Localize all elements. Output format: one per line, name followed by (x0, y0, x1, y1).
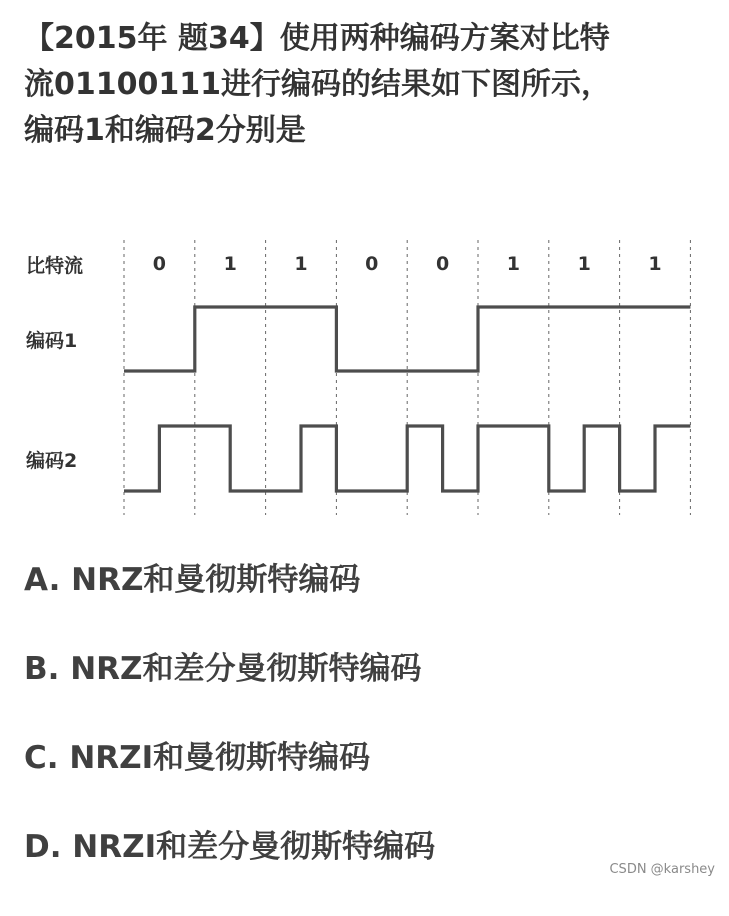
option-a[interactable]: A. NRZ和曼彻斯特编码 (24, 562, 361, 598)
question-line-3: 编码1和编码2分别是 (24, 113, 306, 148)
bit-label: 1 (294, 253, 308, 275)
option-c[interactable]: C. NRZI和曼彻斯特编码 (24, 740, 371, 776)
bit-label: 1 (506, 253, 521, 275)
bit-label: 0 (365, 253, 379, 275)
bit-label: 0 (152, 253, 167, 275)
option-d[interactable]: D. NRZI和差分曼彻斯特编码 (24, 829, 436, 865)
encoding2-label: 编码2 (26, 450, 78, 472)
encoding1-label: 编码1 (26, 330, 78, 352)
watermark: CSDN @karshey (609, 862, 715, 877)
encoding-diagram (0, 225, 729, 525)
encoding2-waveform (124, 426, 690, 491)
option-b[interactable]: B. NRZ和差分曼彻斯特编码 (24, 651, 422, 687)
bit-label: 1 (648, 253, 662, 275)
question-line-1: 【2015年 题34】使用两种编码方案对比特 (24, 21, 610, 56)
bit-label: 1 (223, 253, 237, 275)
bitstream-label: 比特流 (26, 255, 84, 277)
bit-label: 1 (577, 253, 591, 275)
question-line-2: 流01100111进行编码的结果如下图所示， (24, 67, 611, 102)
question-text (24, 16, 714, 154)
bit-label: 0 (435, 253, 450, 275)
